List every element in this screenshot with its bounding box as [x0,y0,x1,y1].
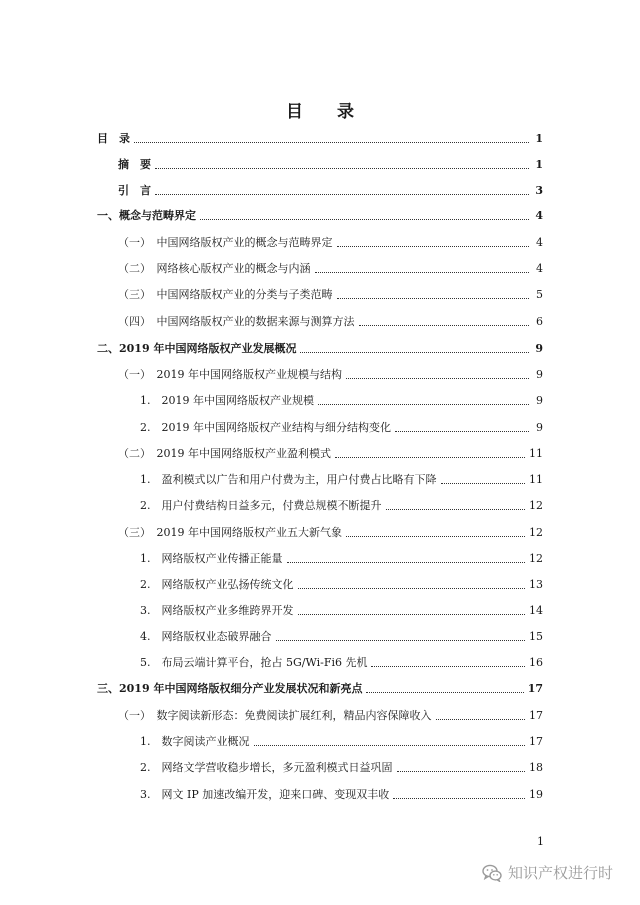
toc-entry[interactable] [140,419,543,435]
toc-entry-title: （一） 2019 年中国网络版权产业规模与结构 [118,368,342,381]
dot-leader [287,562,526,563]
toc-entry-page: 14 [529,604,543,617]
dot-leader [335,457,525,458]
wechat-icon [482,864,502,882]
dot-leader [441,483,526,484]
toc-entry-page: 16 [529,656,543,669]
toc-entry-page: 12 [529,499,543,512]
dot-leader [359,325,530,326]
toc-entry-page: 3 [535,184,543,197]
toc-entry[interactable] [118,156,543,172]
toc-entry-title: 1. 网络版权产业传播正能量 [140,552,283,565]
toc-entry-page: 17 [527,682,543,695]
toc-entry-page: 6 [536,315,543,328]
toc-entry[interactable] [140,628,543,644]
toc-entry-title: （四） 中国网络版权产业的数据来源与测算方法 [118,315,355,328]
toc-entry-title: 2. 2019 年中国网络版权产业结构与细分结构变化 [140,421,391,434]
toc-entry-title: 1. 数字阅读产业概况 [140,735,250,748]
dot-leader [436,719,526,720]
toc-entry-title: 1. 2019 年中国网络版权产业规模 [140,394,314,407]
dot-leader [276,640,526,641]
toc-entry-title: 3. 网络版权产业多维跨界开发 [140,604,294,617]
toc-entry[interactable] [118,234,543,250]
dot-leader [300,352,529,353]
toc-entry-page: 4 [536,236,543,249]
toc-entry-title: 2. 网络版权产业弘扬传统文化 [140,578,294,591]
toc-entry[interactable] [118,707,543,723]
watermark-text: 知识产权进行时 [508,864,614,882]
dot-leader [298,588,526,589]
toc-entry-page: 12 [529,526,543,539]
toc-entry[interactable] [140,471,543,487]
toc-entry[interactable] [97,340,543,356]
toc-entry-title: 3. 网文 IP 加速改编开发，迎来口碑、变现双丰收 [140,788,390,801]
dot-leader [386,509,526,510]
toc-entry-title: 2. 网络文学营收稳步增长，多元盈利模式日益巩固 [140,761,393,774]
toc-entry[interactable] [140,654,543,670]
toc-entry-title: （三） 2019 年中国网络版权产业五大新气象 [118,526,342,539]
toc-entry-title: 4. 网络版权业态破界融合 [140,630,272,643]
toc-entry-page: 1 [535,158,543,171]
toc-entry-page: 13 [529,578,543,591]
toc-entry-title: （二） 2019 年中国网络版权产业盈利模式 [118,447,331,460]
page-title: 目 录 [286,102,368,122]
toc-entry-page: 5 [536,288,543,301]
dot-leader [318,404,529,405]
toc-entry[interactable] [140,392,543,408]
toc-entry[interactable] [118,366,543,382]
toc-entry-page: 17 [529,709,543,722]
toc-entry-page: 4 [536,262,543,275]
toc-entry-page: 9 [536,368,543,381]
toc-entry-page: 9 [535,342,543,355]
toc-entry-title: 二、2019 年中国网络版权产业发展概况 [97,342,297,355]
toc-entry-page: 11 [529,473,543,486]
dot-leader [315,272,530,273]
toc-entry-title: （二） 网络核心版权产业的概念与内涵 [118,262,311,275]
toc-entry-title: （三） 中国网络版权产业的分类与子类范畴 [118,288,333,301]
toc-entry-page: 4 [535,209,543,222]
toc-entry[interactable] [140,550,543,566]
dot-leader [155,168,529,169]
dot-leader [200,219,529,220]
toc-entry-title: 1. 盈利模式以广告和用户付费为主，用户付费占比略有下降 [140,473,437,486]
toc-entry-title: 2. 用户付费结构日益多元，付费总规模不断提升 [140,499,382,512]
dot-leader [298,614,526,615]
dot-leader [134,142,529,143]
dot-leader [397,771,526,772]
toc-entry-page: 18 [529,761,543,774]
toc-entry-title: （一） 中国网络版权产业的概念与范畴界定 [118,236,333,249]
toc-entry[interactable] [97,680,543,696]
toc-entry-page: 9 [536,421,543,434]
toc-entry[interactable] [140,786,543,802]
dot-leader [155,194,529,195]
toc-entry-title: 引 言 [118,184,151,197]
toc-entry[interactable] [118,313,543,329]
dot-leader [395,431,529,432]
toc-entry[interactable] [140,602,543,618]
toc-entry-title: （一） 数字阅读新形态：免费阅读扩展红利，精品内容保障收入 [118,709,432,722]
dot-leader [371,666,525,667]
toc-entry[interactable] [118,286,543,302]
toc-entry-page: 9 [536,394,543,407]
toc-entry-page: 1 [535,132,543,145]
dot-leader [366,692,523,693]
toc-entry-page: 11 [529,447,543,460]
dot-leader [346,536,525,537]
toc-entry-page: 12 [529,552,543,565]
toc-entry-title: 摘 要 [118,158,151,171]
page-number: 1 [537,835,544,848]
toc-entry[interactable] [140,759,543,775]
toc-entry-page: 17 [529,735,543,748]
dot-leader [337,298,530,299]
toc-entry[interactable] [97,130,543,146]
watermark [482,862,613,883]
dot-leader [337,246,530,247]
dot-leader [254,745,526,746]
toc-entry-page: 15 [529,630,543,643]
toc-entry[interactable] [118,260,543,276]
dot-leader [393,798,525,799]
toc-entry-title: 5. 布局云端计算平台，抢占 5G/Wi-Fi6 先机 [140,656,368,669]
toc-entry[interactable] [118,445,543,461]
toc-entry-page: 19 [529,788,543,801]
toc-entry[interactable] [140,576,543,592]
toc-entry[interactable] [118,182,543,198]
toc-entry-title: 目 录 [97,132,130,145]
dot-leader [346,378,529,379]
toc-entry[interactable] [118,524,543,540]
toc-entry[interactable] [140,733,543,749]
toc-entry-title: 一、概念与范畴界定 [97,209,196,222]
toc-entry[interactable] [97,207,543,223]
toc-entry-title: 三、2019 年中国网络版权细分产业发展状况和新亮点 [97,682,363,695]
toc-entry[interactable] [140,497,543,513]
